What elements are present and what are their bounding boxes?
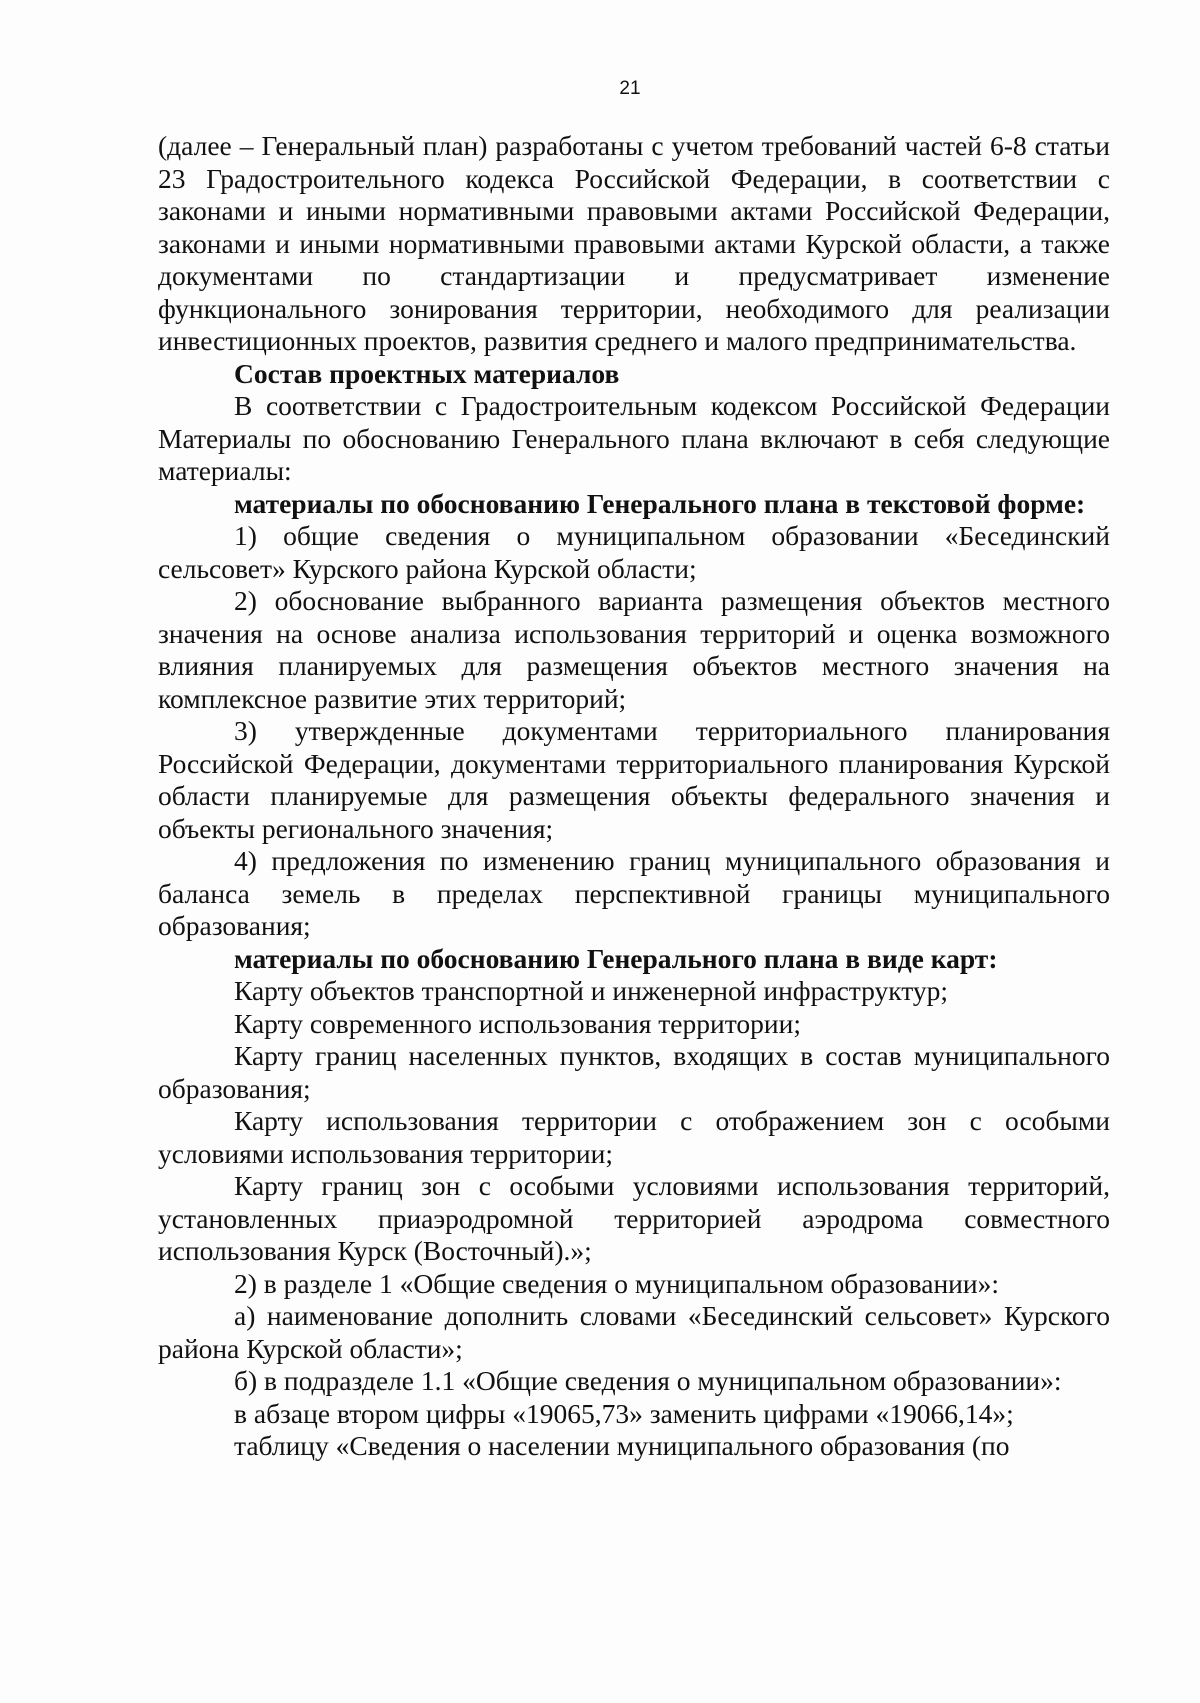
amendment-item: б) в подразделе 1.1 «Общие сведения о муниципальном образовании»:	[234, 1365, 1062, 1396]
paragraph-materials-intro: В соответствии с Градостроительным кодексом Российской Федерации Материалы по обоснованию Генерального плана включают в себя следующие материалы:	[158, 390, 1110, 486]
list-item: 4) предложения по изменению границ муниципального образования и баланса земель в пределах перспективной границы муниципального образования;	[158, 845, 1110, 941]
list-item: 2) обоснование выбранного варианта размещения объектов местного значения на основе анализа использования территорий и оценка возможного влияния планируемых для размещения объектов местного значения на комплексное развитие этих территорий;	[158, 585, 1110, 714]
map-list-item: Карту объектов транспортной и инженерной инфраструктур;	[234, 975, 949, 1006]
map-list-item: Карту использования территории с отображением зон с особыми условиями использования территории;	[158, 1105, 1110, 1169]
map-list-item: Карту современного использования территории;	[234, 1007, 801, 1039]
map-list-item: Карту границ зон с особыми условиями использования территорий, установленных приаэродромной территорией аэродрома совместного использования Курск (Восточный).»;	[158, 1170, 1110, 1266]
heading-project-materials: Состав проектных материалов	[234, 357, 620, 389]
amendment-item: таблицу «Сведения о населении муниципального образования (по	[234, 1430, 1010, 1461]
document-body	[158, 130, 1110, 1463]
paragraph-intro: (далее – Генеральный план) разработаны с учетом требований частей 6-8 статьи 23 Градостроительного кодекса Российской Федерации, в соответствии с законами и иными нормативными правовыми актами Российской Федерации, законами и иными нормативными правовыми актами Курской области, а также документами по стандартизации и предусматривает изменение функционального зонирования территории, необходимого для реализации инвестиционных проектов, развития среднего и малого предпринимательства.	[158, 130, 1110, 356]
heading-text-materials: материалы по обоснованию Генерального плана в текстовой форме:	[234, 487, 1086, 519]
heading-map-materials: материалы по обоснованию Генерального плана в виде карт:	[234, 942, 998, 974]
amendment-item: в абзаце втором цифры «19065,73» заменить цифрами «19066,14»;	[234, 1397, 1014, 1429]
amendment-item: 2) в разделе 1 «Общие сведения о муниципальном образовании»:	[234, 1267, 1000, 1299]
map-list-item: Карту границ населенных пунктов, входящих в состав муниципального образования;	[158, 1040, 1110, 1104]
list-item: 1) общие сведения о муниципальном образовании «Бесединский сельсовет» Курского района Курской области;	[158, 520, 1110, 584]
list-item: 3) утвержденные документами территориального планирования Российской Федерации, документами территориального планирования Курской области планируемые для размещения объекты федерального значения и объекты регионального значения;	[158, 715, 1110, 844]
page-number: 21	[619, 78, 641, 99]
amendment-item: а) наименование дополнить словами «Бесединский сельсовет» Курского района Курской области»;	[158, 1300, 1110, 1364]
